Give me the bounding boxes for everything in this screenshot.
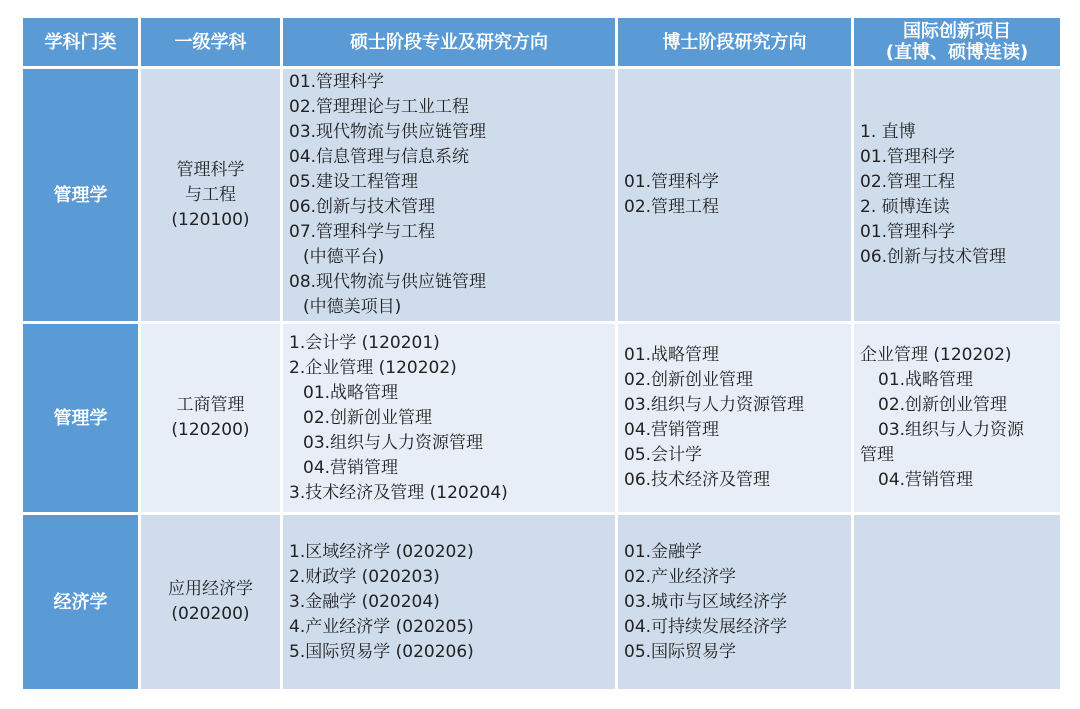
list-item: 4.产业经济学 (020205) xyxy=(289,616,474,637)
list-item: 01.管理科学 xyxy=(860,222,956,242)
discipline-code: (120100) xyxy=(171,209,250,230)
header-row xyxy=(23,18,1060,66)
category-cell: 管理学 xyxy=(23,69,138,321)
program-table xyxy=(20,15,1063,692)
list-subitem: 03.组织与人力资源管理 xyxy=(303,432,484,453)
discipline-code: (120200) xyxy=(171,420,250,440)
list-subitem-wrap: 管理 xyxy=(860,445,894,465)
list-item-note: (中德美项目) xyxy=(303,297,402,317)
list-item: 01.管理科学 xyxy=(860,147,956,167)
header-master: 硕士阶段专业及研究方向 xyxy=(283,18,615,66)
list-item: 5.国际贸易学 (020206) xyxy=(289,641,474,662)
list-item: 06.创新与技术管理 xyxy=(860,247,1007,267)
list-item: 1. 直博 xyxy=(860,122,916,142)
list-item: 06.创新与技术管理 xyxy=(289,197,436,217)
discipline-cell xyxy=(141,515,280,689)
list-item: 04.可持续发展经济学 xyxy=(624,616,788,637)
intl-cell xyxy=(854,69,1060,321)
list-subitem: 03.组织与人力资源 xyxy=(878,420,1025,440)
list-item: 02.管理工程 xyxy=(860,172,956,192)
list-item: 05.国际贸易学 xyxy=(624,641,737,662)
list-item: 2.企业管理 (120202) xyxy=(289,357,457,378)
category-cell: 管理学 xyxy=(23,324,138,512)
list-item: 2. 硕博连读 xyxy=(860,197,950,217)
master-cell xyxy=(283,515,615,689)
table-row xyxy=(23,69,1060,321)
list-item: 03.组织与人力资源管理 xyxy=(624,395,805,415)
list-item: 02.管理工程 xyxy=(624,197,720,217)
list-item: 1.会计学 (120201) xyxy=(289,332,440,353)
list-item: 08.现代物流与供应链管理 xyxy=(289,272,487,292)
intl-cell-empty xyxy=(854,515,1060,689)
list-item: 07.管理科学与工程 xyxy=(289,222,436,242)
list-item: 01.金融学 xyxy=(624,541,703,562)
list-item: 02.创新创业管理 xyxy=(624,370,754,390)
list-subitem: 04.营销管理 xyxy=(303,457,399,478)
list-item-note: (中德平台) xyxy=(303,247,385,267)
doctor-cell xyxy=(618,69,851,321)
category-cell: 经济学 xyxy=(23,515,138,689)
list-item: 02.产业经济学 xyxy=(624,566,737,587)
discipline-code: (020200) xyxy=(171,604,250,624)
list-item: 04.营销管理 xyxy=(624,420,720,440)
list-item: 1.区域经济学 (020202) xyxy=(289,541,474,562)
list-subitem: 04.营销管理 xyxy=(878,470,974,490)
master-cell xyxy=(283,69,615,321)
table-row xyxy=(23,324,1060,512)
list-item: 01.管理科学 xyxy=(624,172,720,192)
header-intl-line1: 国际创新项目 xyxy=(903,21,1011,42)
discipline-line: 应用经济学 xyxy=(168,579,253,599)
header-intl-line2: (直博、硕博连读) xyxy=(885,42,1029,63)
list-item: 3.技术经济及管理 (120204) xyxy=(289,482,508,503)
list-item: 02.管理理论与工业工程 xyxy=(289,97,470,117)
list-subitem: 01.战略管理 xyxy=(303,382,399,403)
discipline-line: 管理科学 xyxy=(176,159,245,180)
list-subitem: 02.创新创业管理 xyxy=(878,395,1008,415)
list-item: 06.技术经济及管理 xyxy=(624,470,771,490)
list-item: 3.金融学 (020204) xyxy=(289,591,440,612)
discipline-line: 与工程 xyxy=(185,184,236,205)
list-item: 04.信息管理与信息系统 xyxy=(289,147,470,167)
list-item: 企业管理 (120202) xyxy=(860,345,1012,365)
header-doctor: 博士阶段研究方向 xyxy=(618,18,851,66)
header-category: 学科门类 xyxy=(23,18,138,66)
header-intl xyxy=(854,18,1060,66)
list-item: 03.现代物流与供应链管理 xyxy=(289,122,487,142)
doctor-cell xyxy=(618,324,851,512)
list-item: 2.财政学 (020203) xyxy=(289,566,440,587)
master-cell xyxy=(283,324,615,512)
discipline-cell xyxy=(141,324,280,512)
list-item: 05.建设工程管理 xyxy=(289,172,419,192)
list-item: 01.战略管理 xyxy=(624,345,720,365)
list-subitem: 02.创新创业管理 xyxy=(303,407,433,428)
discipline-cell xyxy=(141,69,280,321)
discipline-line: 工商管理 xyxy=(176,395,245,415)
intl-cell xyxy=(854,324,1060,512)
list-item: 01.管理科学 xyxy=(289,72,385,92)
list-item: 05.会计学 xyxy=(624,445,703,465)
list-item: 03.城市与区域经济学 xyxy=(624,591,788,612)
list-subitem: 01.战略管理 xyxy=(878,370,974,390)
doctor-cell xyxy=(618,515,851,689)
header-discipline: 一级学科 xyxy=(141,18,280,66)
table-row xyxy=(23,515,1060,689)
